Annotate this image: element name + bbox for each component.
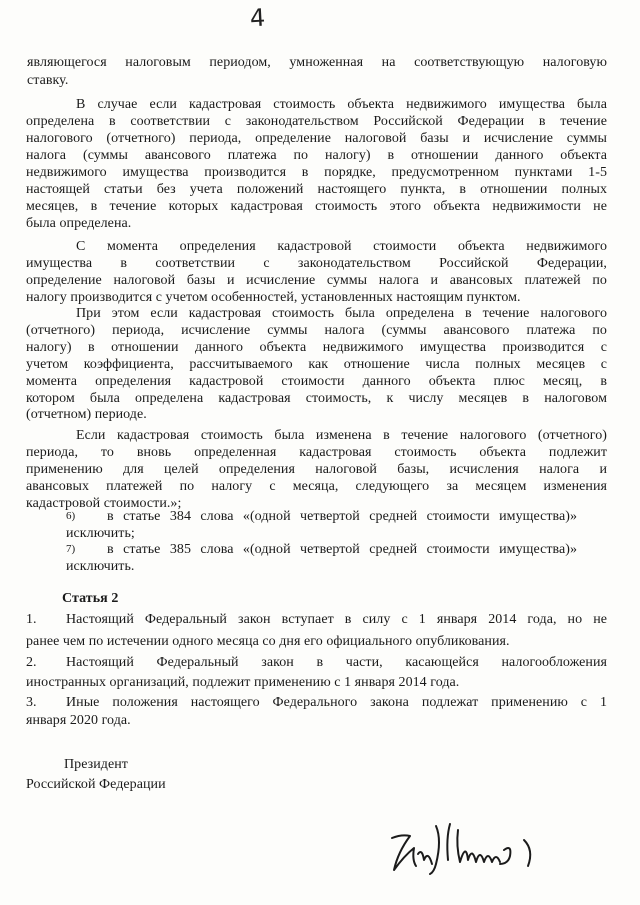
- text-line: января 2020 года.: [26, 713, 131, 728]
- text-line: в статье 384 слова «(одной четвертой средней стоимости имущества)»: [107, 509, 577, 524]
- text-line: С момента определения кадастровой стоимости объекта недвижимого: [76, 239, 607, 254]
- text-line: иностранных организаций, подлежит применению с 1 января 2014 года.: [26, 675, 460, 690]
- text-line: Если кадастровая стоимость была изменена в течение налогового (отчетного): [76, 428, 607, 443]
- list-number: 2.: [26, 655, 37, 670]
- text-line: определена в соответствии с законодательством Российской Федерации в течение: [26, 114, 607, 129]
- text-line: налогового (отчетного) периода, определение налоговой базы и исчисление суммы: [26, 131, 607, 146]
- text-line: периода, то вновь определенная кадастровая стоимость объекта подлежит: [26, 445, 607, 460]
- text-line: являющегося налоговым периодом, умноженная на соответствующую налоговую: [27, 55, 607, 70]
- signatory-title: Российской Федерации: [26, 777, 166, 792]
- text-line: момента определения кадастровой стоимости данного объекта плюс месяц, в: [26, 374, 607, 389]
- article-heading: Статья 2: [62, 591, 119, 606]
- handwritten-signature: [388, 820, 548, 880]
- text-line: была определена.: [26, 216, 132, 231]
- text-line: ставку.: [27, 73, 69, 88]
- list-number: 6): [66, 510, 76, 522]
- signatory-title: Президент: [64, 757, 128, 772]
- text-line: Настоящий Федеральный закон в части, касающейся налогообложения: [66, 655, 607, 670]
- text-line: учетом коэффициента, рассчитываемого как отношение числа полных месяцев с: [26, 357, 607, 372]
- text-line: исключить;: [66, 526, 135, 541]
- text-line: имущества в соответствии с законодательством Российской Федерации,: [26, 256, 607, 271]
- text-line: налога (суммы авансового платежа по налогу) в отношении данного объекта: [26, 148, 607, 163]
- text-line: исключить.: [66, 559, 135, 574]
- text-line: (отчетного) периода, исчисление суммы налога (суммы авансового платежа по: [26, 323, 607, 338]
- text-line: кадастровой стоимости.»;: [26, 496, 182, 511]
- text-line: налогу) в отношении данного объекта недвижимого имущества производится с: [26, 340, 607, 355]
- text-line: определение налоговой базы и исчисление суммы налога и авансовых платежей по: [26, 273, 607, 288]
- text-line: налогу производится с учетом особенностей, установленных настоящим пунктом.: [26, 290, 521, 305]
- text-line: недвижимого имущества производится в порядке, предусмотренном пунктами 1-5: [26, 165, 607, 180]
- text-line: ранее чем по истечении одного месяца со дня его официального опубликования.: [26, 634, 510, 649]
- page-number: 4: [249, 3, 267, 33]
- text-line: В случае если кадастровая стоимость объекта недвижимого имущества была: [76, 97, 607, 112]
- text-line: (отчетном) периоде.: [26, 407, 147, 422]
- text-line: Настоящий Федеральный закон вступает в силу с 1 января 2014 года, но не: [66, 612, 607, 627]
- text-line: месяцев, в течение которых кадастровая стоимость этого объекта недвижимости не: [26, 199, 607, 214]
- text-line: При этом если кадастровая стоимость была определена в течение налогового: [76, 306, 607, 321]
- text-line: авансовых платежей по налогу с месяца, следующего за месяцем изменения: [26, 479, 607, 494]
- text-line: Иные положения настоящего Федерального закона подлежат применению с 1: [66, 695, 607, 710]
- text-line: применению для целей определения налоговой базы, исчисления налога и: [26, 462, 607, 477]
- text-line: настоящей статьи без учета положений настоящего пункта, в отношении полных: [26, 182, 607, 197]
- text-line: в статье 385 слова «(одной четвертой средней стоимости имущества)»: [107, 542, 577, 557]
- text-line: котором была определена кадастровая стоимость, к числу месяцев в налоговом: [26, 391, 607, 406]
- list-number: 1.: [26, 612, 37, 627]
- list-number: 3.: [26, 695, 37, 710]
- list-number: 7): [66, 543, 76, 555]
